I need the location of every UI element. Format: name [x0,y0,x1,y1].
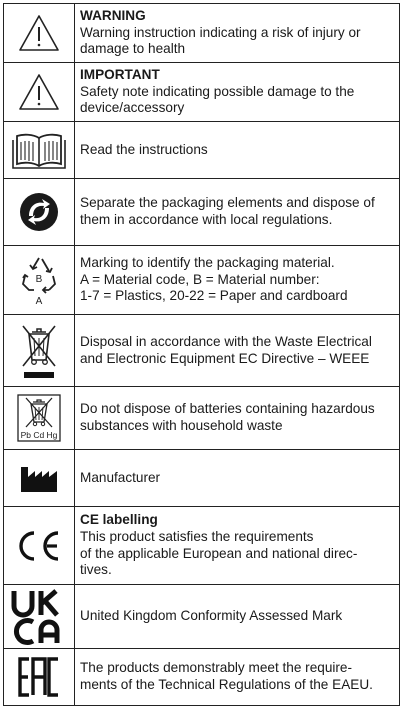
row-text: Read the instructions [80,141,208,157]
material-code-label: A [35,296,43,306]
description-cell [75,122,400,179]
icon-cell [4,4,75,63]
table-row [4,179,400,246]
row-text-line: A = Material code, B = Material number: [80,271,320,287]
description-cell [75,4,400,63]
row-title: IMPORTANT [80,67,160,83]
warning-triangle-icon [17,72,61,112]
row-text-line: of the applicable European and national direc- [80,545,358,561]
battery-bin-icon [16,394,62,442]
icon-cell [4,649,75,706]
table-row [4,4,400,63]
table-row [4,315,400,387]
row-text: Separate the packaging elements and dispose of them in accordance with local regulations. [80,195,375,227]
icon-cell [4,585,75,649]
description-cell [75,649,400,706]
row-title: WARNING [80,8,146,24]
icon-cell [4,179,75,246]
table-row [4,450,400,507]
row-text: Disposal in accordance with the Waste Electrical and Electronic Equipment EC Directive – WEEE [80,333,372,366]
description-cell [75,179,400,246]
description-cell [75,63,400,122]
factory-icon [19,463,59,493]
description-cell [75,315,400,387]
row-text: Manufacturer [80,469,161,485]
crossed-bin-icon [19,322,59,380]
ce-mark-icon [14,528,64,564]
description-cell [75,246,400,315]
row-text-line: tives. [80,562,112,578]
recycling-triangle-icon [19,254,59,306]
description-cell [75,387,400,450]
table-row [4,63,400,122]
row-text-line: Marking to identify the packaging material. [80,255,335,271]
icon-cell [4,450,75,507]
warning-triangle-icon [17,13,61,53]
description-cell [75,507,400,585]
icon-cell [4,507,75,585]
row-text: Safety note indicating possible damage to the device/accessory [80,83,355,116]
row-text-line: 1-7 = Plastics, 20-22 = Paper and cardboard [80,288,348,304]
row-text: United Kingdom Conformity Assessed Mark [80,608,343,624]
symbol-legend-table [3,3,400,706]
table-row [4,387,400,450]
row-text: Warning instruction indicating a risk of injury or damage to health [80,24,361,57]
recycling-arrows-icon [18,191,60,233]
ukca-text-label: UKCA [37,643,41,645]
eac-text-label: EAC [37,698,41,699]
material-number-label: B [35,274,43,285]
icon-cell [4,315,75,387]
description-cell [75,450,400,507]
eac-mark-icon [17,655,61,699]
ukca-mark-icon [9,588,69,646]
battery-chemicals-label: Pb Cd Hg [20,430,58,440]
table-row [4,122,400,179]
row-title: CE labelling [80,512,158,528]
icon-cell [4,387,75,450]
table-row [4,507,400,585]
icon-cell [4,246,75,315]
row-text-line: ments of the Technical Regulations of the EAEU. [80,677,373,692]
icon-cell [4,122,75,179]
icon-cell [4,63,75,122]
table-row [4,649,400,706]
row-text: Do not dispose of batteries containing hazardous substances with household waste [80,401,375,433]
table-row [4,246,400,315]
description-cell [75,585,400,649]
row-text-line: This product satisfies the requirements [80,528,314,544]
open-book-icon [11,130,67,170]
row-text-line: The products demonstrably meet the require- [80,660,353,676]
table-row [4,585,400,649]
